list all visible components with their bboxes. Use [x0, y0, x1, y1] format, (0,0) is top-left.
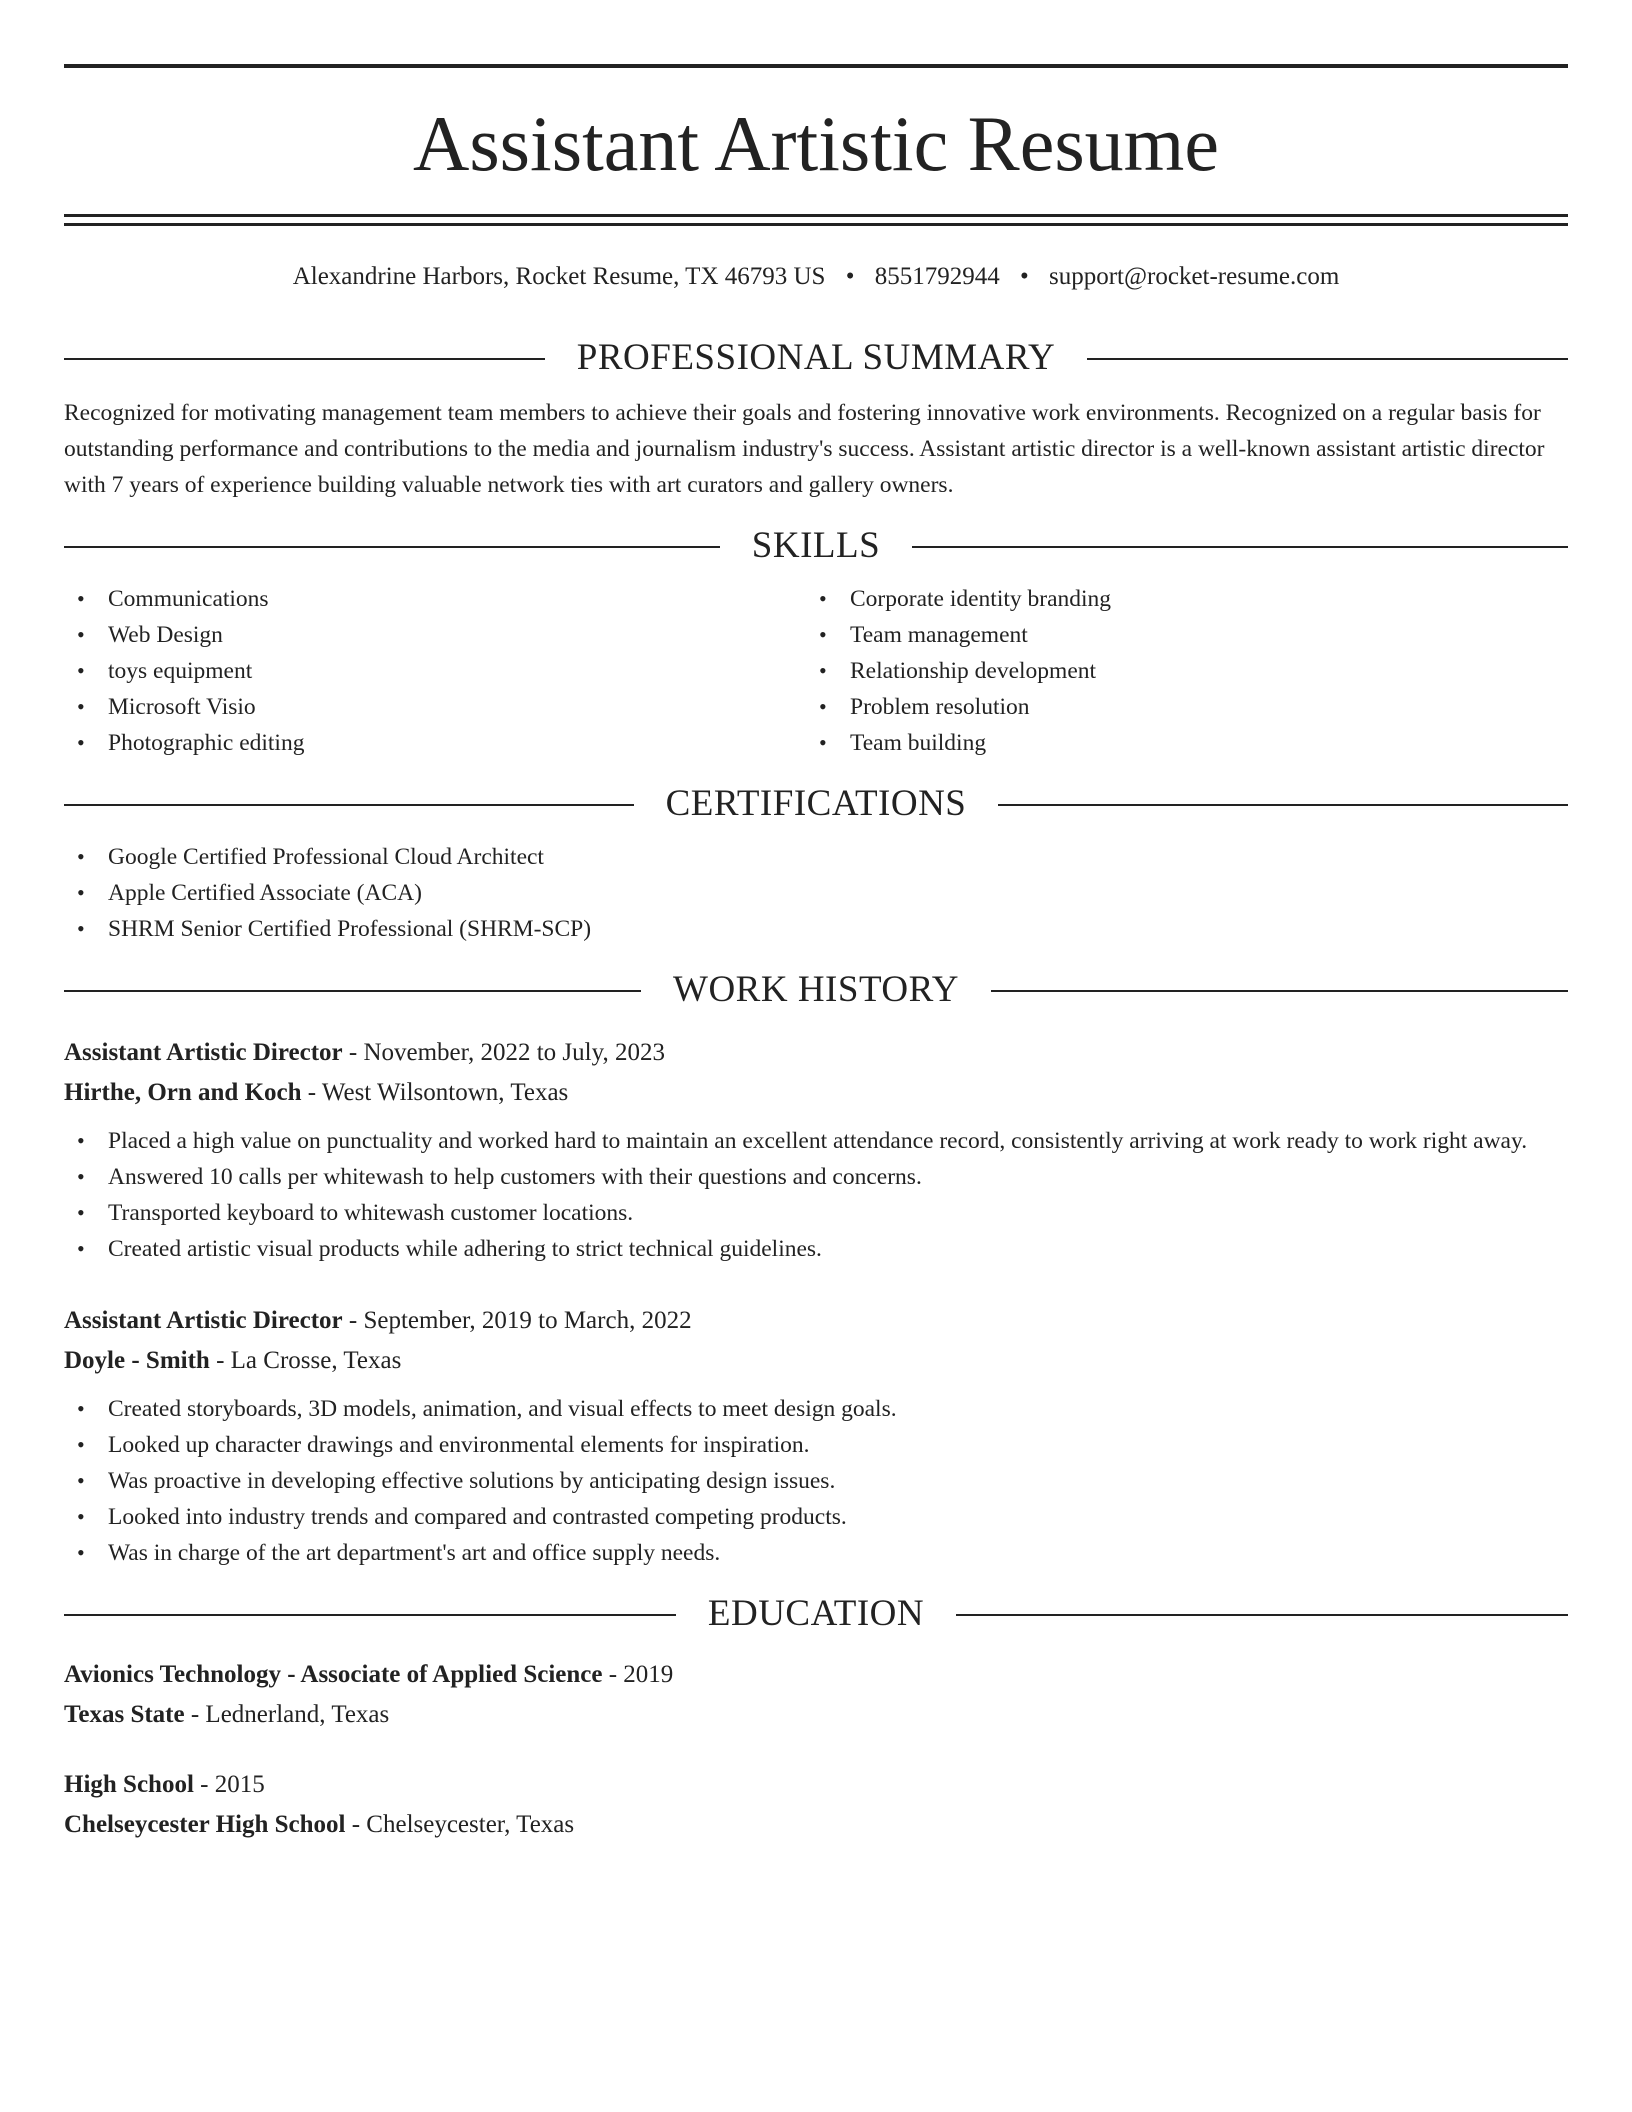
contact-address: Alexandrine Harbors, Rocket Resume, TX 46793 US: [292, 263, 826, 290]
list-item: • Google Certified Professional Cloud Architect: [64, 839, 1568, 875]
list-item: • Team building: [806, 725, 1548, 761]
list-item: • Problem resolution: [806, 689, 1548, 725]
education-degree-line: [64, 1655, 1568, 1695]
education-location: - Chelseycester, Texas: [345, 1811, 575, 1838]
work-entry: [64, 1033, 1568, 1267]
certifications-list: [64, 839, 1568, 947]
section-title: CERTIFICATIONS: [634, 781, 999, 827]
contact-line: [64, 260, 1568, 294]
list-item: • toys equipment: [64, 653, 806, 689]
job-dates: - November, 2022 to July, 2023: [342, 1039, 665, 1066]
job-location: - La Crosse, Texas: [209, 1347, 402, 1374]
section-heading-certifications: [64, 781, 1568, 827]
section-title: EDUCATION: [676, 1591, 956, 1637]
section-heading-work: [64, 967, 1568, 1013]
section-title: SKILLS: [720, 523, 912, 569]
job-company-line: [64, 1341, 1568, 1381]
list-item: • Photographic editing: [64, 725, 806, 761]
list-item: • Created artistic visual products while adhering to strict technical guidelines.: [64, 1231, 1568, 1267]
contact-phone: 8551792944: [874, 263, 1000, 290]
list-item: • Looked up character drawings and environmental elements for inspiration.: [64, 1427, 1568, 1463]
contact-separator: •: [845, 263, 855, 290]
list-item: • Transported keyboard to whitewash customer locations.: [64, 1195, 1568, 1231]
job-bullets: [64, 1391, 1568, 1571]
education-school: Chelseycester High School: [64, 1811, 346, 1838]
education-entry: [64, 1655, 1568, 1735]
job-title: Assistant Artistic Director: [64, 1039, 343, 1066]
education-degree-line: [64, 1765, 1568, 1805]
list-item: • Communications: [64, 581, 806, 617]
list-item: • SHRM Senior Certified Professional (SHRM-SCP): [64, 911, 1568, 947]
job-bullets: [64, 1123, 1568, 1267]
title-rule-lower: [64, 223, 1568, 226]
list-item: • Microsoft Visio: [64, 689, 806, 725]
list-item: • Created storyboards, 3D models, animation, and visual effects to meet design goals.: [64, 1391, 1568, 1427]
job-company: Hirthe, Orn and Koch: [64, 1079, 302, 1106]
contact-email: support@rocket-resume.com: [1049, 263, 1340, 290]
section-title: WORK HISTORY: [641, 967, 991, 1013]
section-heading-summary: [64, 335, 1568, 381]
education-year: - 2015: [193, 1771, 265, 1798]
skills-column-right: [806, 581, 1548, 761]
job-dates: - September, 2019 to March, 2022: [342, 1307, 692, 1334]
list-item: • Placed a high value on punctuality and worked hard to maintain an excellent attendance record, consistently arriving at work ready to work right away.: [64, 1123, 1568, 1159]
work-entry: [64, 1301, 1568, 1571]
list-item: • Corporate identity branding: [806, 581, 1548, 617]
education-entry: [64, 1765, 1568, 1845]
list-item: • Apple Certified Associate (ACA): [64, 875, 1568, 911]
page-title: Assistant Artistic Resume: [413, 100, 1219, 187]
summary-text: Recognized for motivating management team members to achieve their goals and fostering innovative work environments. Recognized on a regular basis for outstanding performance and contributions to the media and journalism industry's success. Assistant artistic director is a well-known assistant artistic director with 7 years of experience building valuable network ties with art curators and gallery owners.: [64, 400, 1545, 498]
job-title: Assistant Artistic Director: [64, 1307, 343, 1334]
skills-list: [64, 581, 1568, 761]
list-item: • Relationship development: [806, 653, 1548, 689]
education-degree: Avionics Technology - Associate of Applied Science: [64, 1661, 603, 1688]
section-heading-skills: [64, 523, 1568, 569]
list-item: • Web Design: [64, 617, 806, 653]
list-item: • Looked into industry trends and compared and contrasted competing products.: [64, 1499, 1568, 1535]
job-company-line: [64, 1073, 1568, 1113]
list-item: • Answered 10 calls per whitewash to help customers with their questions and concerns.: [64, 1159, 1568, 1195]
section-title: PROFESSIONAL SUMMARY: [545, 335, 1087, 381]
job-company: Doyle - Smith: [64, 1347, 210, 1374]
job-title-line: [64, 1301, 1568, 1341]
title-rule-upper: [64, 214, 1568, 217]
education-degree: High School: [64, 1771, 194, 1798]
education-location: - Lednerland, Texas: [184, 1701, 390, 1728]
section-heading-education: [64, 1591, 1568, 1637]
resume-page: [64, 64, 1568, 1845]
contact-separator: •: [1019, 263, 1029, 290]
job-location: - West Wilsontown, Texas: [301, 1079, 569, 1106]
list-item: • Was in charge of the art department's art and office supply needs.: [64, 1535, 1568, 1571]
job-title-line: [64, 1033, 1568, 1073]
education-year: - 2019: [602, 1661, 674, 1688]
education-school-line: [64, 1695, 1568, 1735]
skills-column-left: [64, 581, 806, 761]
list-item: • Team management: [806, 617, 1548, 653]
education-school-line: [64, 1805, 1568, 1845]
education-school: Texas State: [64, 1701, 185, 1728]
list-item: • Was proactive in developing effective solutions by anticipating design issues.: [64, 1463, 1568, 1499]
